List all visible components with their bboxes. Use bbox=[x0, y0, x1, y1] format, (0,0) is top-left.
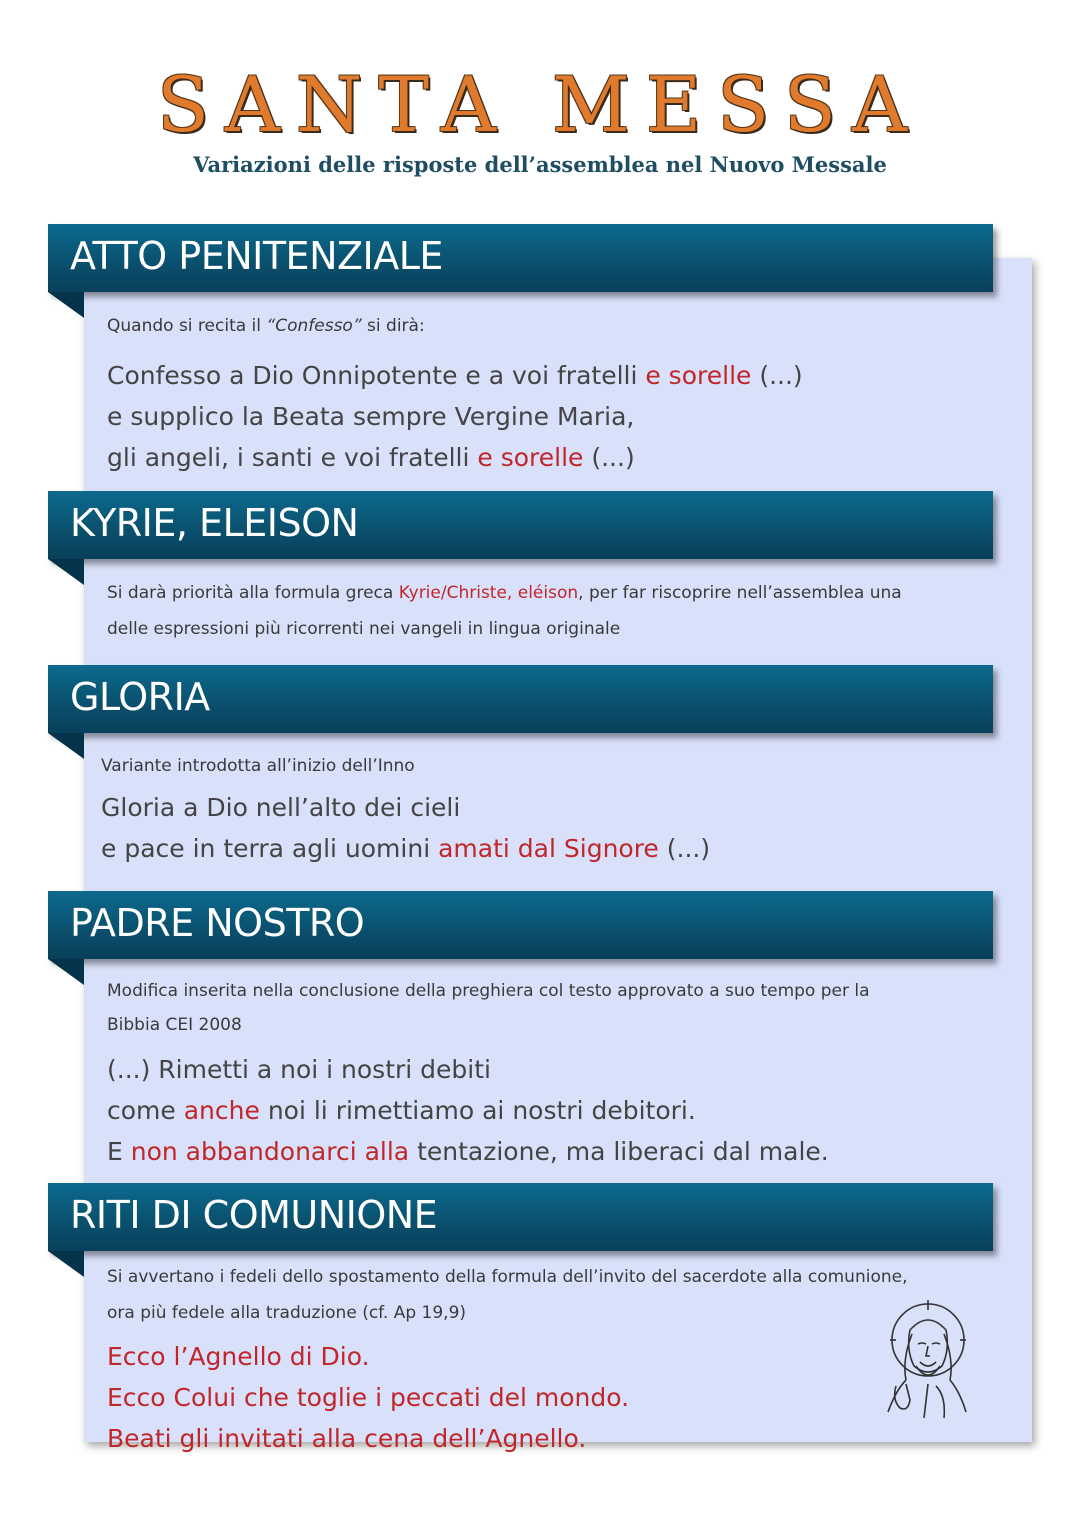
changed-text: Kyrie/Christe, eléison bbox=[398, 583, 579, 603]
banner-fold bbox=[48, 559, 84, 585]
note-text: Quando si recita il bbox=[107, 316, 267, 336]
banner-fold bbox=[48, 1251, 84, 1277]
banner-fold bbox=[48, 733, 84, 759]
christ-pantocrator-icon bbox=[866, 1300, 976, 1420]
text: Confesso a Dio Onnipotente e a voi fratelli bbox=[107, 361, 646, 390]
section-title: ATTO PENITENZIALE bbox=[70, 234, 443, 278]
note-text: , per far riscoprire nell’assemblea una bbox=[578, 583, 902, 603]
section-title: PADRE NOSTRO bbox=[70, 901, 365, 945]
section-note bbox=[107, 1259, 908, 1331]
prayer-text bbox=[101, 787, 710, 869]
prayer-line bbox=[101, 828, 710, 869]
page-subtitle: Variazioni delle risposte dell’assemblea nel Nuovo Messale bbox=[193, 152, 887, 177]
note-text: Si darà priorità alla formula greca bbox=[107, 583, 399, 603]
section-note bbox=[107, 308, 425, 344]
section-banner-riti-di-comunione bbox=[48, 1183, 993, 1251]
text: come bbox=[107, 1096, 184, 1125]
text: e supplico la Beata sempre Vergine Maria, bbox=[107, 402, 635, 431]
prayer-text bbox=[107, 355, 803, 478]
text: (...) bbox=[658, 834, 711, 863]
section-title: KYRIE, ELEISON bbox=[70, 501, 359, 545]
text: (...) Rimetti a noi i nostri debiti bbox=[107, 1055, 491, 1084]
prayer-line: Ecco l’Agnello di Dio. bbox=[107, 1342, 370, 1371]
note-text: ora più fedele alla traduzione (cf. Ap 19,9) bbox=[107, 1303, 467, 1323]
changed-text: e sorelle bbox=[477, 443, 584, 472]
text: (...) bbox=[751, 361, 803, 390]
page-title: SANTA MESSA bbox=[156, 60, 923, 149]
prayer-line bbox=[107, 396, 803, 437]
prayer-line bbox=[107, 437, 803, 478]
note-text: Modifica inserita nella conclusione della preghiera col testo approvato a suo tempo per la bbox=[107, 981, 870, 1001]
section-banner-gloria bbox=[48, 665, 993, 733]
section-note: Variante introdotta all’inizio dell’Inno bbox=[101, 756, 415, 776]
prayer-line bbox=[107, 355, 803, 396]
note-text: si dirà: bbox=[361, 316, 425, 336]
section-note bbox=[107, 575, 902, 647]
section-banner-padre-nostro bbox=[48, 891, 993, 959]
section-title: RITI DI COMUNIONE bbox=[70, 1193, 438, 1237]
changed-text: amati dal Signore bbox=[438, 834, 659, 863]
section-banner-atto-penitenziale bbox=[48, 224, 993, 292]
prayer-text bbox=[107, 1049, 829, 1172]
changed-text: anche bbox=[183, 1096, 260, 1125]
prayer-line bbox=[107, 1090, 829, 1131]
prayer-line: Ecco Colui che toglie i peccati del mondo. bbox=[107, 1383, 630, 1412]
text: E bbox=[107, 1137, 131, 1166]
text: e pace in terra agli uomini bbox=[101, 834, 439, 863]
text: Gloria a Dio nell’alto dei cieli bbox=[101, 793, 461, 822]
text: gli angeli, i santi e voi fratelli bbox=[107, 443, 478, 472]
note-text: delle espressioni più ricorrenti nei vangeli in lingua originale bbox=[107, 619, 621, 639]
section-banner-kyrie bbox=[48, 491, 993, 559]
banner-fold bbox=[48, 959, 84, 985]
changed-text: non abbandonarci alla bbox=[130, 1137, 410, 1166]
text: (...) bbox=[583, 443, 635, 472]
prayer-line: Beati gli invitati alla cena dell’Agnello. bbox=[107, 1424, 587, 1453]
section-note bbox=[107, 974, 870, 1042]
note-italic: “Confesso” bbox=[266, 316, 362, 336]
note-text: Bibbia CEI 2008 bbox=[107, 1015, 242, 1035]
text: tentazione, ma liberaci dal male. bbox=[409, 1137, 829, 1166]
changed-text: e sorelle bbox=[645, 361, 752, 390]
prayer-line bbox=[107, 1131, 829, 1172]
note-text: Si avvertano i fedeli dello spostamento della formula dell’invito del sacerdote alla comunione, bbox=[107, 1267, 908, 1287]
section-title: GLORIA bbox=[70, 675, 210, 719]
prayer-text bbox=[107, 1336, 629, 1459]
text: noi li rimettiamo ai nostri debitori. bbox=[259, 1096, 696, 1125]
prayer-line bbox=[101, 787, 710, 828]
banner-fold bbox=[48, 292, 84, 318]
prayer-line bbox=[107, 1049, 829, 1090]
